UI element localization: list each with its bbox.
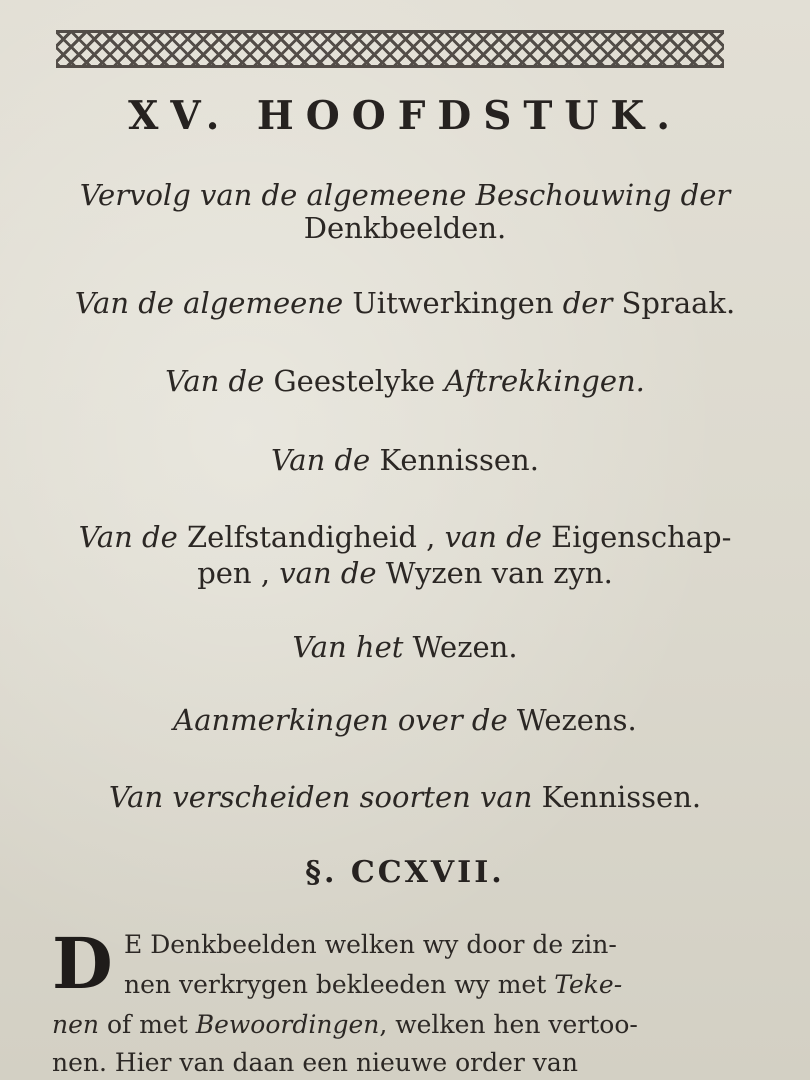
- summary-roman: Wezen.: [412, 630, 518, 664]
- summary-line-1: Vervolg van de algemeene Beschouwing der: [79, 178, 731, 212]
- summary-italic: Van de: [271, 443, 371, 477]
- body-roman: , welken hen vertoo-: [379, 1010, 638, 1039]
- summary-line-5: [0, 520, 810, 554]
- summary-roman: Spraak.: [621, 286, 736, 320]
- summary-italic: van de: [444, 520, 542, 554]
- body-roman: nen verkrygen bekleeden wy met: [124, 970, 547, 999]
- summary-italic: Aftrekkingen.: [444, 364, 645, 398]
- summary-italic: Van het: [292, 630, 404, 664]
- summary-italic: Van de: [78, 520, 178, 554]
- summary-roman: Eigenschap-: [551, 520, 732, 554]
- summary-roman: Wyzen van zyn.: [385, 556, 613, 590]
- chapter-title: XV. HOOFDSTUK.: [128, 93, 682, 139]
- body-line-2: [124, 970, 622, 999]
- summary-roman: Kennissen.: [379, 443, 539, 477]
- section-number: §. CCXVII.: [305, 855, 505, 890]
- summary-italic: Aanmerkingen over de: [173, 703, 508, 737]
- summary-italic: Van de algemeene: [74, 286, 344, 320]
- summary-line-1-continued: Denkbeelden.: [303, 211, 507, 245]
- summary-roman: pen ,: [197, 556, 271, 590]
- body-italic: nen: [52, 1010, 99, 1039]
- body-line-1: E Denkbeelden welken wy door de zin-: [124, 930, 617, 959]
- ornamental-header-band: [56, 30, 724, 68]
- summary-italic: der: [562, 286, 613, 320]
- body-line-4: nen. Hier van daan een nieuwe order van: [52, 1048, 578, 1077]
- body-italic: Teke-: [554, 970, 623, 999]
- drop-cap: D: [52, 922, 113, 1005]
- summary-roman: Wezens.: [516, 703, 637, 737]
- summary-italic: Van verscheiden soorten van: [108, 780, 533, 814]
- summary-line-4: [0, 443, 810, 477]
- summary-line-3: [0, 364, 810, 398]
- summary-line-2: [0, 286, 810, 320]
- summary-line-5-continued: [0, 556, 810, 590]
- summary-roman: Uitwerkingen: [352, 286, 554, 320]
- summary-italic: van de: [279, 556, 377, 590]
- summary-line-8: [0, 780, 810, 814]
- summary-roman: Zelfstandigheid ,: [187, 520, 436, 554]
- body-italic: Bewoordingen: [195, 1010, 380, 1039]
- summary-line-7: [0, 703, 810, 737]
- summary-line-6: [0, 630, 810, 664]
- summary-roman: Geestelyke: [273, 364, 436, 398]
- summary-italic: Van de: [165, 364, 265, 398]
- summary-roman: Kennissen.: [541, 780, 702, 814]
- body-line-3: [52, 1010, 638, 1039]
- body-roman: of met: [106, 1010, 188, 1039]
